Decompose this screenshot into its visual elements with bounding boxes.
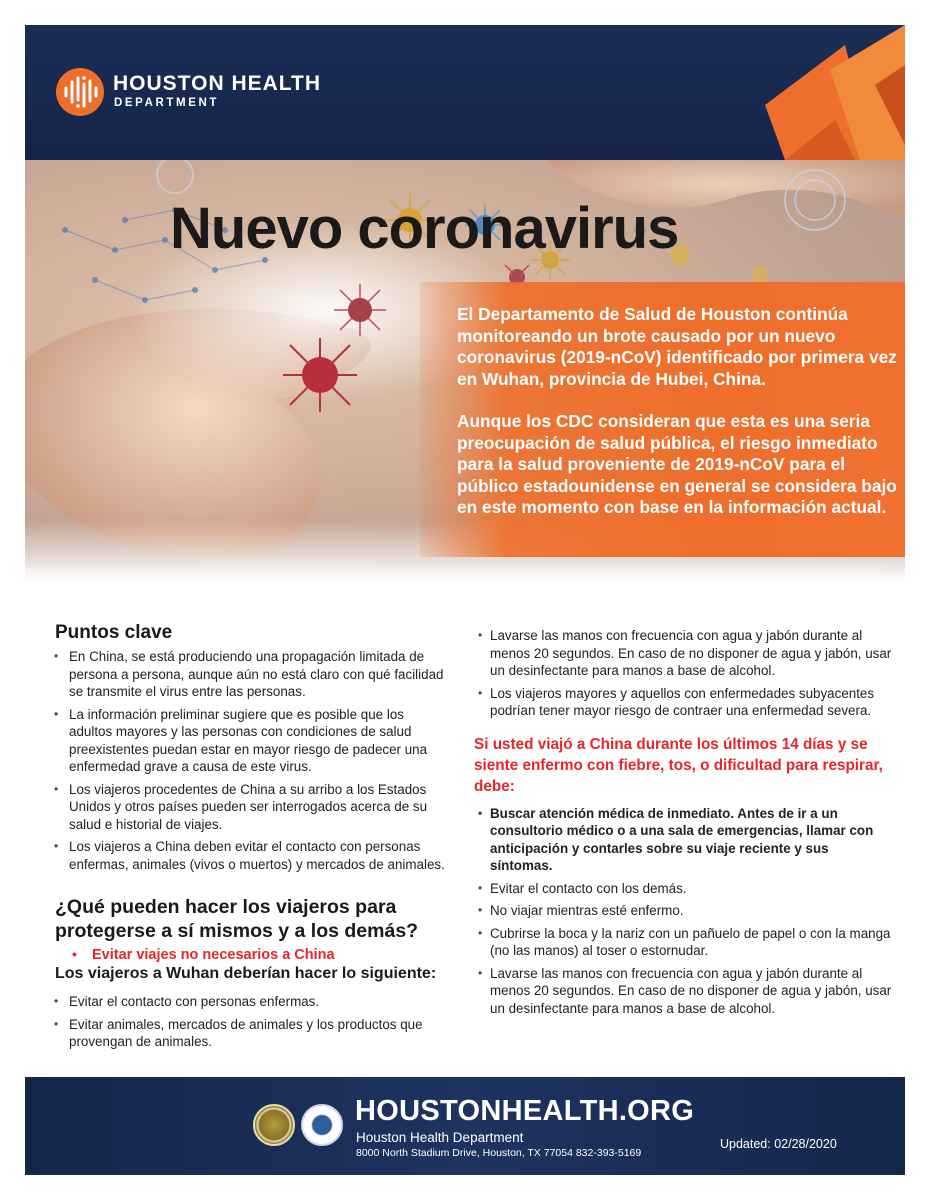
travel-warning-heading: Si usted viajó a China durante los últimos 14 días y se siente enfermo con fiebre, tos, o dificultad para respirar, debe: [474, 735, 883, 795]
department-name: Houston Health Department [356, 1130, 524, 1145]
houston-health-logo-icon [55, 67, 105, 117]
brand-name: HOUSTON HEALTH [113, 72, 322, 95]
updated-date: Updated: 02/28/2020 [720, 1137, 837, 1151]
website-link[interactable]: HOUSTONHEALTH.ORG [355, 1095, 695, 1127]
list-item: • Evitar animales, mercados de animales y los productos que provengan de animales. [40, 1016, 450, 1051]
key-points-list [40, 648, 450, 873]
list-item: • Lavarse las manos con frecuencia con agua y jabón durante al menos 20 segundos. En caso de no disponer de agua y jabón, usar un desinfectante para manos a base de alcohol. [472, 627, 892, 680]
list-item: • Los viajeros mayores y aquellos con enfermedades subyacentes podrían tener mayor riesgo de contraer una enfermedad severa. [472, 685, 892, 720]
list-item: • Evitar el contacto con personas enfermas. [40, 993, 450, 1011]
page-title: Nuevo coronavirus [170, 196, 679, 261]
decorative-triangles-icon [725, 25, 905, 160]
hygiene-list [472, 627, 892, 720]
if-sick-list [472, 805, 892, 1018]
list-item: • La información preliminar sugiere que es posible que los adultos mayores y las personas con condiciones de salud preexistentes puedan estar en mayor riesgo de padecer una enfermedad grave a causa de este virus. [40, 706, 450, 776]
intro-paragraph-1: El Departamento de Salud de Houston continúa monitoreando un brote causado por un nuevo coronavirus (2019-nCoV) identificado por primera vez en Wuhan, provincia de Hubei, China. [457, 304, 897, 389]
list-item: • En China, se está produciendo una propagación limitada de persona a persona, aunque aún no está claro con qué facilidad se transmite el virus entre las personas. [40, 648, 450, 701]
wuhan-heading: Los viajeros a Wuhan deberían hacer lo siguiente: [55, 965, 437, 982]
intro-box [420, 282, 905, 557]
right-column [472, 627, 892, 1022]
left-column [40, 622, 450, 1056]
header-banner [25, 25, 905, 160]
intro-paragraph-2: Aunque los CDC consideran que esta es una seria preocupación de salud pública, el riesgo inmediato para la salud proveniente de 2019-nCoV para el público estadounidense en general se considera bajo en este momento con base en la información actual. [457, 411, 897, 517]
list-item: • Evitar el contacto con los demás. [472, 880, 892, 898]
list-item: • Lavarse las manos con frecuencia con agua y jabón durante al menos 20 segundos. En caso de no disponer de agua y jabón, usar un desinfectante para manos a base de alcohol. [472, 965, 892, 1018]
brand-subtitle: DEPARTMENT [114, 97, 220, 109]
list-item: • Los viajeros procedentes de China a su arribo a los Estados Unidos y otros países pueden ser interrogados acerca de su salud e historial de viajes. [40, 781, 450, 834]
hero-section [25, 160, 905, 580]
address-phone: 8000 North Stadium Drive, Houston, TX 77054 832-393-5169 [356, 1147, 642, 1159]
accreditation-seal-icon [301, 1104, 343, 1146]
footer-banner [25, 1077, 905, 1175]
list-item: • Cubrirse la boca y la nariz con un pañuelo de papel o con la manga (no las manos) al toser o estornudar. [472, 925, 892, 960]
key-points-heading: Puntos clave [55, 622, 173, 643]
wuhan-list [40, 993, 450, 1051]
city-seal-icon [253, 1104, 295, 1146]
travelers-heading: ¿Qué pueden hacer los viajeros para protegerse a sí mismos y a los demás? [55, 896, 419, 942]
list-item: • No viajar mientras esté enfermo. [472, 902, 892, 920]
avoid-travel-alert: • Evitar viajes no necesarios a China [40, 947, 450, 963]
list-item: • Los viajeros a China deben evitar el contacto con personas enfermas, animales (vivos o muertos) y mercados de animales. [40, 838, 450, 873]
list-item: • Buscar atención médica de inmediato. Antes de ir a un consultorio médico o a una sala de emergencias, llamar con anticipación y contarles sobre su viaje reciente y sus síntomas. [472, 805, 892, 875]
